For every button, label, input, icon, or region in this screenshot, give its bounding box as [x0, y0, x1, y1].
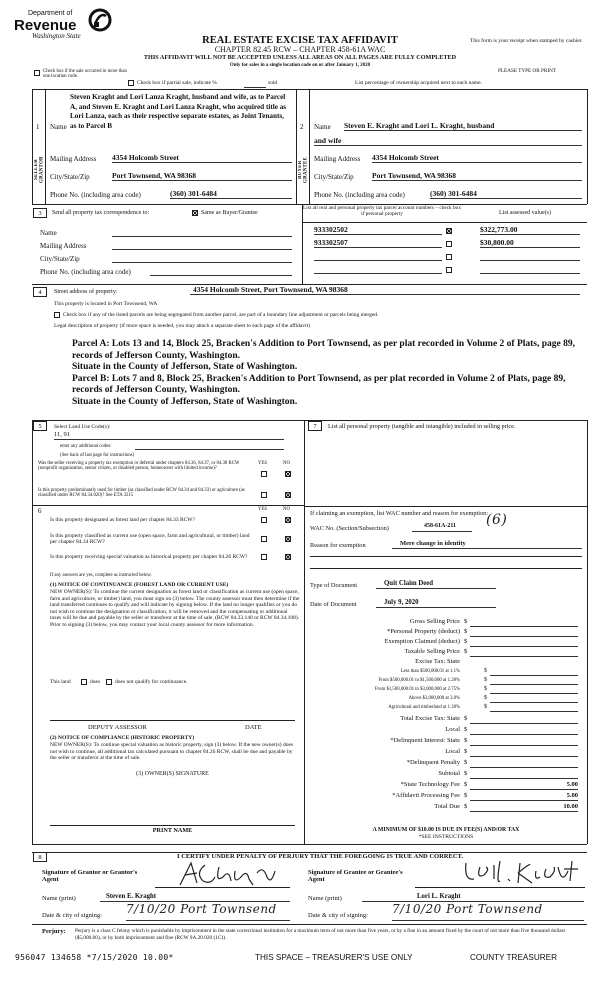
legal-parcel-b-situate: Situate in the County of Jefferson, State of Washington.: [72, 396, 298, 407]
parcel-2-value: $30,800.00: [480, 239, 580, 248]
s6-q1-yes[interactable]: [261, 517, 267, 523]
grantor-sig-label: Signature of Grantor or Grantor's Agent: [42, 869, 138, 884]
tier4-currency: $: [484, 695, 487, 701]
buyer-phone: (360) 301-6484: [430, 190, 582, 199]
parcel-3-value[interactable]: [480, 252, 580, 261]
s6-q3-yes[interactable]: [261, 554, 267, 560]
parcel-2-personal-checkbox[interactable]: [446, 241, 452, 247]
dept-line1: Department of: [28, 10, 73, 17]
exemption-deduct-field[interactable]: [470, 638, 578, 647]
continuance-title: (1) NOTICE OF CONTINUANCE (FOREST LAND OR CURRENT USE): [50, 582, 229, 588]
wac-label: WAC No. (Section/Subsection): [310, 525, 389, 532]
buyer-side-label: BUYER GRANTEE: [298, 156, 309, 184]
additional-codes-label: enter any additional codes:: [60, 444, 112, 449]
tech-fee-label: *State Technology Fee: [400, 781, 460, 788]
section3-mail-label: Mailing Address: [40, 242, 87, 250]
taxable-field[interactable]: [470, 648, 578, 657]
list-percentage-note: List percentage of ownership acquired next to each name.: [355, 80, 482, 86]
taxable-label: Taxable Selling Price: [404, 648, 460, 655]
seller-name-label: Name: [50, 123, 67, 131]
land-use-label: Select Land Use Code(s):: [54, 424, 111, 430]
section3-mail-field[interactable]: [112, 241, 292, 250]
tax-block: [304, 615, 587, 815]
tier4-label: Above $3,000,000 at 3.0%: [408, 696, 460, 701]
dor-logo-icon: [88, 8, 112, 32]
section6-num: 6: [38, 507, 42, 515]
segregated-label: Check box if any of the listed parcels are being segregated from another parcel, are part of a boundary line adjustment or parcels being merged.: [63, 312, 379, 318]
legal-parcel-b-text: Parcel B: Lots 7 and 8, Block 25, Bracken's Addition to Port Townsend, as per plat recorded in Volume 2 of Plats, page 89, records of Jefferson County, Washington.: [72, 373, 566, 396]
grantor-signature: [175, 859, 285, 889]
parcel-4-personal-checkbox[interactable]: [446, 267, 452, 273]
form-title: REAL ESTATE EXCISE TAX AFFIDAVIT: [202, 35, 398, 46]
see-instructions: *SEE INSTRUCTIONS: [418, 834, 474, 840]
tier1-label: Less than $500,000.01 at 1.1%: [400, 669, 460, 674]
s5-q1-yes[interactable]: [261, 471, 267, 477]
s5-no-header: NO: [283, 461, 290, 466]
located-note: This property is located in Port Townsend, WA: [54, 301, 158, 307]
same-as-buyer-label: Same as Buyer/Grantee: [201, 210, 258, 216]
taxable-currency: $: [464, 648, 468, 655]
tier5-field[interactable]: [490, 704, 578, 712]
buyer-section-num: 2: [300, 123, 304, 131]
s5-q2-no[interactable]: [285, 492, 291, 498]
tier5-label: Agricultural and timberland at 1.28%: [388, 705, 460, 710]
excise-state-label: Excise Tax: State: [415, 658, 460, 665]
seller-mail-label: Mailing Address: [50, 155, 97, 163]
s6-no-header: NO: [283, 507, 290, 512]
segregated-checkbox[interactable]: [54, 312, 60, 318]
tech-fee-currency: $: [464, 781, 468, 788]
multi-location-checkbox[interactable]: [34, 70, 40, 76]
grantee-sig-label: Signature of Grantee or Grantee's Agent: [308, 869, 403, 884]
dept-line3: Washington State: [32, 32, 81, 40]
reason-label: Reason for exemption: [310, 542, 366, 549]
s5-yes-header: YES: [258, 461, 268, 466]
parcel-1-personal-checkbox[interactable]: [446, 228, 452, 234]
gross-label: Gross Selling Price: [409, 618, 460, 625]
subtotal-label: Subtotal: [438, 770, 460, 777]
personal-label: *Personal Property (deduct): [387, 628, 460, 635]
perjury-label: Perjury:: [42, 928, 66, 935]
street-label: Street address of property:: [54, 289, 118, 295]
tier2-currency: $: [484, 677, 487, 683]
historic-title: (2) NOTICE OF COMPLIANCE (HISTORIC PROPERTY): [50, 735, 195, 741]
grantor-name: Steven E. Kraght: [100, 893, 290, 902]
delinq-penalty-label: *Delinquent Penalty: [406, 759, 460, 766]
grantee-name-label: Name (print): [308, 895, 342, 902]
grantee-date-label: Date & city of signing:: [308, 912, 368, 919]
parcel-3-personal-checkbox[interactable]: [446, 254, 452, 260]
doc-date: July 9, 2020: [376, 599, 496, 608]
section3-name-field[interactable]: [112, 228, 292, 237]
partial-sale-label: Check box if partial sale, indicate %: [137, 80, 217, 86]
buyer-city: Port Townsend, WA 98368: [372, 172, 582, 181]
parcel-4-number[interactable]: [314, 265, 442, 274]
same-as-buyer-checkbox[interactable]: [192, 210, 198, 216]
partial-percent-field[interactable]: [244, 79, 266, 88]
seller-city: Port Townsend, WA 98368: [112, 172, 292, 181]
tier3-currency: $: [484, 686, 487, 692]
sold-label: sold: [268, 80, 278, 86]
historic-text: NEW OWNER(S): To continue special valuation as historic property, sign (3) below. If the new owner(s) does not wish to continue, all additional tax calculated pursuant to chapter 84.26 RCW, shall be due and payable by the seller or transferor at the time of sale.: [50, 742, 294, 762]
if-any-yes: If any answers are yes, complete as instructed below.: [50, 573, 152, 578]
partial-sale-checkbox[interactable]: [128, 80, 134, 86]
treasurer-stamp: 956047 134658 *7/15/2020 10.00*: [15, 953, 174, 962]
section3-name-label: Name: [40, 229, 57, 237]
owner-signature-label: (3) OWNER(S) SIGNATURE: [136, 771, 209, 777]
tier1-currency: $: [484, 668, 487, 674]
delinq-penalty-field[interactable]: [470, 759, 578, 768]
grantee-signature: [460, 857, 585, 887]
s6-q2-yes[interactable]: [261, 536, 267, 542]
section3-city-label: City/State/Zip: [40, 255, 80, 263]
this-land-label: This land: [50, 679, 71, 685]
delinq-local-field[interactable]: [470, 748, 578, 757]
continuance-text: NEW OWNER(S): To continue the current designation as forest land or classification as current use (open space, farm and agriculture, or timber) land, you must sign on (3) below. The county assessor must then determine if the land transferred continues to qualify and will indicate by signing below. If the land no longer qualifies or you do not wish to continue the designation or classification, it will be removed and the compensating or additional taxes will be due and payable by the seller or transferor at the time of sale. (RCW 84.33.140 or RCW 84.34.108). Prior to signing (3) below, you may contact your local county assessor for more information.: [50, 589, 300, 628]
grantee-name: Lori L. Kraght: [362, 893, 584, 902]
grantor-name-label: Name (print): [42, 895, 76, 902]
tech-fee-value: 5.00: [470, 781, 578, 790]
section3-phone-label: Phone No. (including area code): [40, 268, 131, 276]
deputy-date-label: DATE: [245, 724, 262, 731]
doc-type-label: Type of Document: [310, 582, 358, 589]
total-local-label: Local: [445, 726, 460, 733]
delinq-state-currency: $: [464, 737, 468, 744]
seller-city-label: City/State/Zip: [50, 173, 90, 181]
value-header: List assessed value(s): [499, 210, 551, 216]
land-does-checkbox[interactable]: [81, 679, 87, 685]
subtotal-currency: $: [464, 770, 468, 777]
tier4-field[interactable]: [490, 695, 578, 703]
exemption-deduct-label: Exemption Claimed (deduct): [384, 638, 460, 645]
tier3-label: From $1,500,000.01 to $3,000,000 at 2.75%: [374, 687, 460, 692]
s6-q2-no[interactable]: [285, 536, 291, 542]
seller-phone: (360) 301-6484: [170, 190, 292, 199]
dor-logo: [14, 6, 114, 42]
s5-q1: Was the seller receiving a property tax exemption or deferral under chapters 84.36, 84.37, or 84.38 RCW (nonprofit organization, senior citizen, or disabled person, homeowner with limited income)?: [38, 461, 240, 472]
delinq-state-field[interactable]: [470, 737, 578, 746]
section5-num: 5: [33, 421, 47, 431]
section3-city-field[interactable]: [112, 254, 292, 263]
total-state-field[interactable]: [470, 715, 578, 724]
buyer-name-line2: and wife: [314, 137, 582, 146]
grantor-date-city: 7/10/20 Port Townsend: [126, 903, 290, 921]
buyer-city-label: City/State/Zip: [314, 173, 354, 181]
deputy-assessor-label: DEPUTY ASSESSOR: [88, 724, 147, 731]
legal-parcel-a-text: Parcel A: Lots 13 and 14, Block 25, Bracken's Addition to Port Townsend, as per plat recorded in Volume 2 of Plats, page 89, records of Jefferson County, Washington.: [72, 339, 576, 361]
personal-currency: $: [464, 628, 468, 635]
s6-q1: Is this property designated as forest land per chapter 84.33 RCW?: [50, 517, 195, 523]
parcel-3-number[interactable]: [314, 252, 442, 261]
seller-name: Steven Kraght and Lori Lanza Kraght, husband and wife, as to Parcel A, and Steven E. Kraght and Lori Lanza Kraght, who acquired title as Lori Lanza, each as their respective separate estates, as Joint Tenants, as to Parcel B: [70, 93, 287, 130]
parcel-header: List all real and personal property tax parcel account numbers – check box if personal property: [303, 205, 461, 217]
legal-parcel-a-situate: Situate in the County of Jefferson, State of Washington.: [72, 362, 298, 373]
total-due-currency: $: [464, 803, 468, 810]
s6-q2: Is this property classified as current use (open space, farm and agricultural, or timber) land per chapter 84.34 RCW?: [50, 533, 250, 546]
s5-q2: Is this property predominantly used for timber (as classified under RCW 84.34 and 84.33) or agriculture (as classified under RCW 84.34.020)? See ETA 3215: [38, 488, 245, 499]
perjury-text: Perjury is a class C felony which is punishable by imprisonment in the state correctional institution for a maximum term of not more than five years, or by a fine in an amount fixed by the court of not more than five thousand dollars ($5,000.00), or by both imprisonment and fine (RCW 9A.20.020 (1C)).: [75, 928, 566, 941]
tier2-field[interactable]: [490, 677, 578, 685]
s6-q3: Is this property receiving special valuation as historical property per chapter 84.26 RCW?: [50, 554, 248, 560]
section3-phone-field[interactable]: [150, 267, 292, 276]
legal-parcel-a: [72, 339, 580, 408]
total-state-currency: $: [464, 715, 468, 722]
grantee-date-city: 7/10/20 Port Townsend: [392, 903, 584, 921]
street-address: 4354 Holcomb Street, Port Townsend, WA 98368: [190, 286, 580, 295]
tier3-field[interactable]: [490, 686, 578, 694]
seller-phone-label: Phone No. (including area code): [50, 191, 141, 199]
doc-date-label: Date of Document: [310, 601, 357, 608]
s6-q1-no[interactable]: [285, 517, 291, 523]
land-does-not-checkbox[interactable]: [106, 679, 112, 685]
parcel-4-value[interactable]: [480, 265, 580, 274]
parcel-1-number: 933302502: [314, 226, 442, 235]
exemption-claim-label: If claiming an exemption, list WAC number and reason for exemption:: [310, 510, 489, 517]
section8-num: 8: [33, 852, 47, 862]
print-name-label: PRINT NAME: [152, 827, 193, 834]
buyer-mail: 4354 Holcomb Street: [372, 154, 582, 163]
section7-text: List all personal property (tangible and intangible) included in selling price.: [328, 423, 516, 430]
buyer-mail-label: Mailing Address: [314, 155, 361, 163]
legal-desc-label: Legal description of property (if more space is needed, you may attach a separate sheet to each page of the affidavit): [54, 323, 310, 329]
grantor-date-label: Date & city of signing:: [42, 912, 102, 919]
exemption-reason: Mere change in identity: [392, 540, 582, 549]
affidavit-fee-value: 5.00: [470, 792, 578, 801]
total-state-label: Total Excise Tax: State: [400, 715, 460, 722]
parcel-1-value: $322,773.00: [480, 226, 580, 235]
treasurer-space: THIS SPACE – TREASURER'S USE ONLY: [255, 953, 413, 962]
total-local-currency: $: [464, 726, 468, 733]
additional-codes-field[interactable]: [135, 441, 284, 450]
doc-type: Quit Claim Deed: [376, 580, 496, 589]
type-or-print: PLEASE TYPE OR PRINT: [498, 68, 556, 74]
buyer-name-line1: Steven E. Kraght and Lori L. Kraght, husband: [344, 122, 582, 131]
affidavit-fee-label: *Affidavit Processing Fee: [392, 792, 460, 799]
certify-statement: I CERTIFY UNDER PENALTY OF PERJURY THAT THE FOREGOING IS TRUE AND CORRECT.: [176, 853, 463, 860]
wac-subsection: (6): [486, 512, 508, 528]
affidavit-fee-currency: $: [464, 792, 468, 799]
tier1-field[interactable]: [490, 668, 578, 676]
total-due-label: Total Due: [434, 803, 460, 810]
county-treasurer: COUNTY TREASURER: [470, 953, 558, 962]
subtotal-field[interactable]: [470, 770, 578, 779]
seller-mail: 4354 Holcomb Street: [112, 154, 292, 163]
minimum-note: A MINIMUM OF $10.00 IS DUE IN FEE(S) AND/OR TAX: [372, 827, 520, 833]
s5-q2-yes[interactable]: [261, 492, 267, 498]
gross-field[interactable]: [470, 618, 578, 627]
personal-field[interactable]: [470, 628, 578, 637]
total-due-value: 10.00: [470, 803, 578, 812]
gross-currency: $: [464, 618, 468, 625]
tier2-label: From $500,000.01 to $1,500,000 at 1.28%: [378, 678, 460, 683]
s6-yes-header: YES: [258, 507, 268, 512]
does-label: does: [90, 679, 101, 685]
dept-line2: Revenue: [14, 17, 77, 34]
delinq-state-label: *Delinquent Interest: State: [390, 737, 460, 744]
seller-side-label: SELLER GRANTOR: [34, 156, 45, 184]
does-not-label: does not qualify for continuance.: [115, 679, 188, 685]
form-notice: THIS AFFIDAVIT WILL NOT BE ACCEPTED UNLESS ALL AREAS ON ALL PAGES ARE FULLY COMPLETED: [143, 54, 457, 61]
land-use-code: 11, 91: [54, 431, 284, 440]
tier5-currency: $: [484, 704, 487, 710]
total-local-field[interactable]: [470, 726, 578, 735]
s6-q3-no[interactable]: [285, 554, 291, 560]
buyer-name-label: Name: [314, 123, 331, 131]
seller-section-num: 1: [36, 123, 40, 131]
buyer-phone-label: Phone No. (including area code): [314, 191, 405, 199]
section4-num: 4: [33, 287, 47, 297]
multi-location-label: Check box if the sale occurred in more than one location code.: [43, 69, 127, 80]
receipt-note: This form is your receipt when stamped by cashier.: [470, 38, 583, 44]
form-subtitle: CHAPTER 82.45 RCW – CHAPTER 458-61A WAC: [214, 45, 386, 54]
parcel-2-number: 933302507: [314, 239, 442, 248]
section7-num: 7: [308, 421, 322, 431]
delinq-local-currency: $: [464, 748, 468, 755]
only-for-note: Only for sales in a single location code on or after January 1, 2020: [229, 63, 371, 68]
wac-number: 458-61A-211: [412, 523, 472, 532]
delinq-penalty-currency: $: [464, 759, 468, 766]
see-back-note: (See back of last page for instructions): [60, 453, 135, 458]
section3-num: 3: [33, 208, 47, 218]
section3-send-label: Send all property tax correspondence to:: [52, 210, 150, 216]
s5-q1-no[interactable]: [285, 471, 291, 477]
exemption-currency: $: [464, 638, 468, 645]
delinq-local-label: Local: [445, 748, 460, 755]
